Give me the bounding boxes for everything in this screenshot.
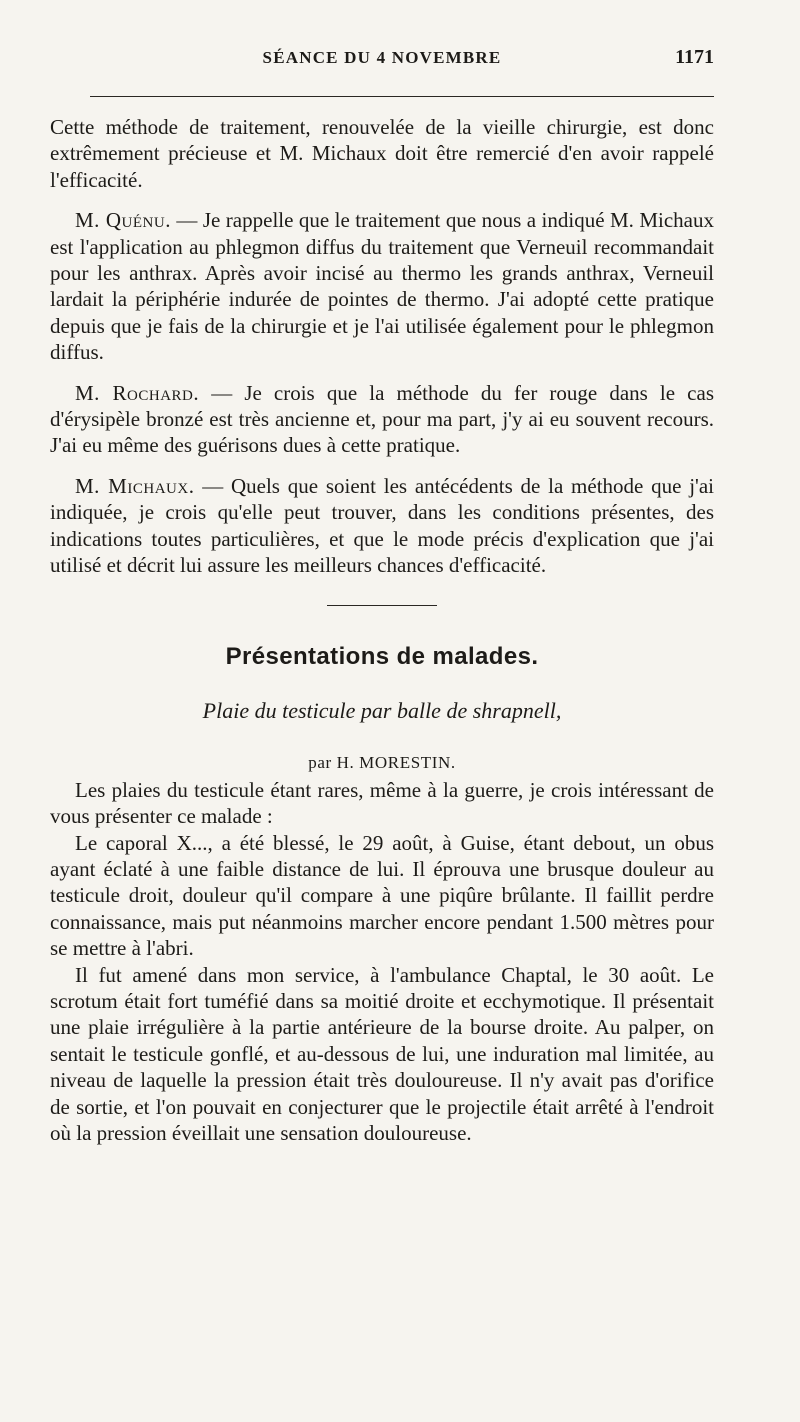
paragraph-rochard — [50, 380, 714, 459]
header-rule — [90, 96, 714, 97]
page — [50, 44, 714, 1146]
article-paragraph-3: Il fut amené dans mon service, à l'ambulance Chaptal, le 30 août. Le scrotum était fort tuméfié dans sa moitié droite et ecchymotique. Il présentait une plaie irrégulière à la partie antérieure de la bourse droite. Au palper, on sentait le testicule gonflé, et au-dessous de lui, une induration mal limitée, au niveau de laquelle la pression était très douloureuse. Il n'y avait pas d'orifice de sortie, et l'on pouvait en conjecturer que le projectile était arrêté à l'endroit où la pression éveillait une sensation douloureuse. — [50, 962, 714, 1145]
speech-text: — Quels que soient les antécédents de la méthode que j'ai indiquée, je crois qu'elle peut trouver, dans les conditions présentes, des indications toutes particulières, et que le mode précis d'explication que j'ai utilisé et décrit lui assure les meilleurs chances d'efficacité. — [50, 473, 714, 578]
speech-text: — Je crois que la méthode du fer rouge dans le cas d'érysipèle bronzé est très ancienne et, pour ma part, j'y ai eu souvent recours. J'ai eu même des guérisons dues à cette pratique. — [50, 380, 714, 458]
speaker-name: M. Michaux. — [75, 473, 195, 498]
speaker-name: M. Rochard. — [75, 380, 200, 405]
speaker-name: M. Quénu. — [75, 208, 171, 233]
section-title: Présentations de malades. — [225, 642, 539, 670]
article-byline: par H. MORESTIN. — [308, 753, 456, 773]
article-paragraph-1: Les plaies du testicule étant rares, même à la guerre, je crois intéressant de vous présenter ce malade : — [50, 777, 714, 829]
paragraph-quenu — [50, 207, 714, 365]
article-title: Plaie du testicule par balle de shrapnell, — [202, 697, 562, 723]
section-divider — [327, 605, 437, 606]
body-text — [50, 114, 714, 1146]
page-number: 1171 — [675, 46, 714, 68]
article-paragraph-2: Le caporal X..., a été blessé, le 29 août, à Guise, étant debout, un obus ayant éclaté à une faible distance de lui. Il éprouva une brusque douleur au testicule droit, douleur qu'il compare à une piqûre brûlante. Il faillit perdre connaissance, mais put néanmoins marcher encore pendant 1.500 mètres pour se mettre à l'abri. — [50, 830, 714, 961]
speech-text: — Je rappelle que le traitement que nous a indiqué M. Michaux est l'application au phlegmon diffus du traitement que Verneuil recommandait pour les anthrax. Après avoir incisé au thermo les grands anthrax, Verneuil lardait la périphérie indurée de pointes de thermo. J'ai adopté cette pratique depuis que je fais de la chirurgie et je l'ai utilisée également pour le phlegmon diffus. — [50, 208, 714, 365]
running-title: SÉANCE DU 4 NOVEMBRE — [262, 48, 502, 67]
running-header — [50, 44, 714, 80]
paragraph-continuation: Cette méthode de traitement, renouvelée de la vieille chirurgie, est donc extrêmement précieuse et M. Michaux doit être remercié d'en avoir rappelé l'efficacité. — [50, 115, 714, 192]
paragraph-michaux — [50, 473, 714, 579]
